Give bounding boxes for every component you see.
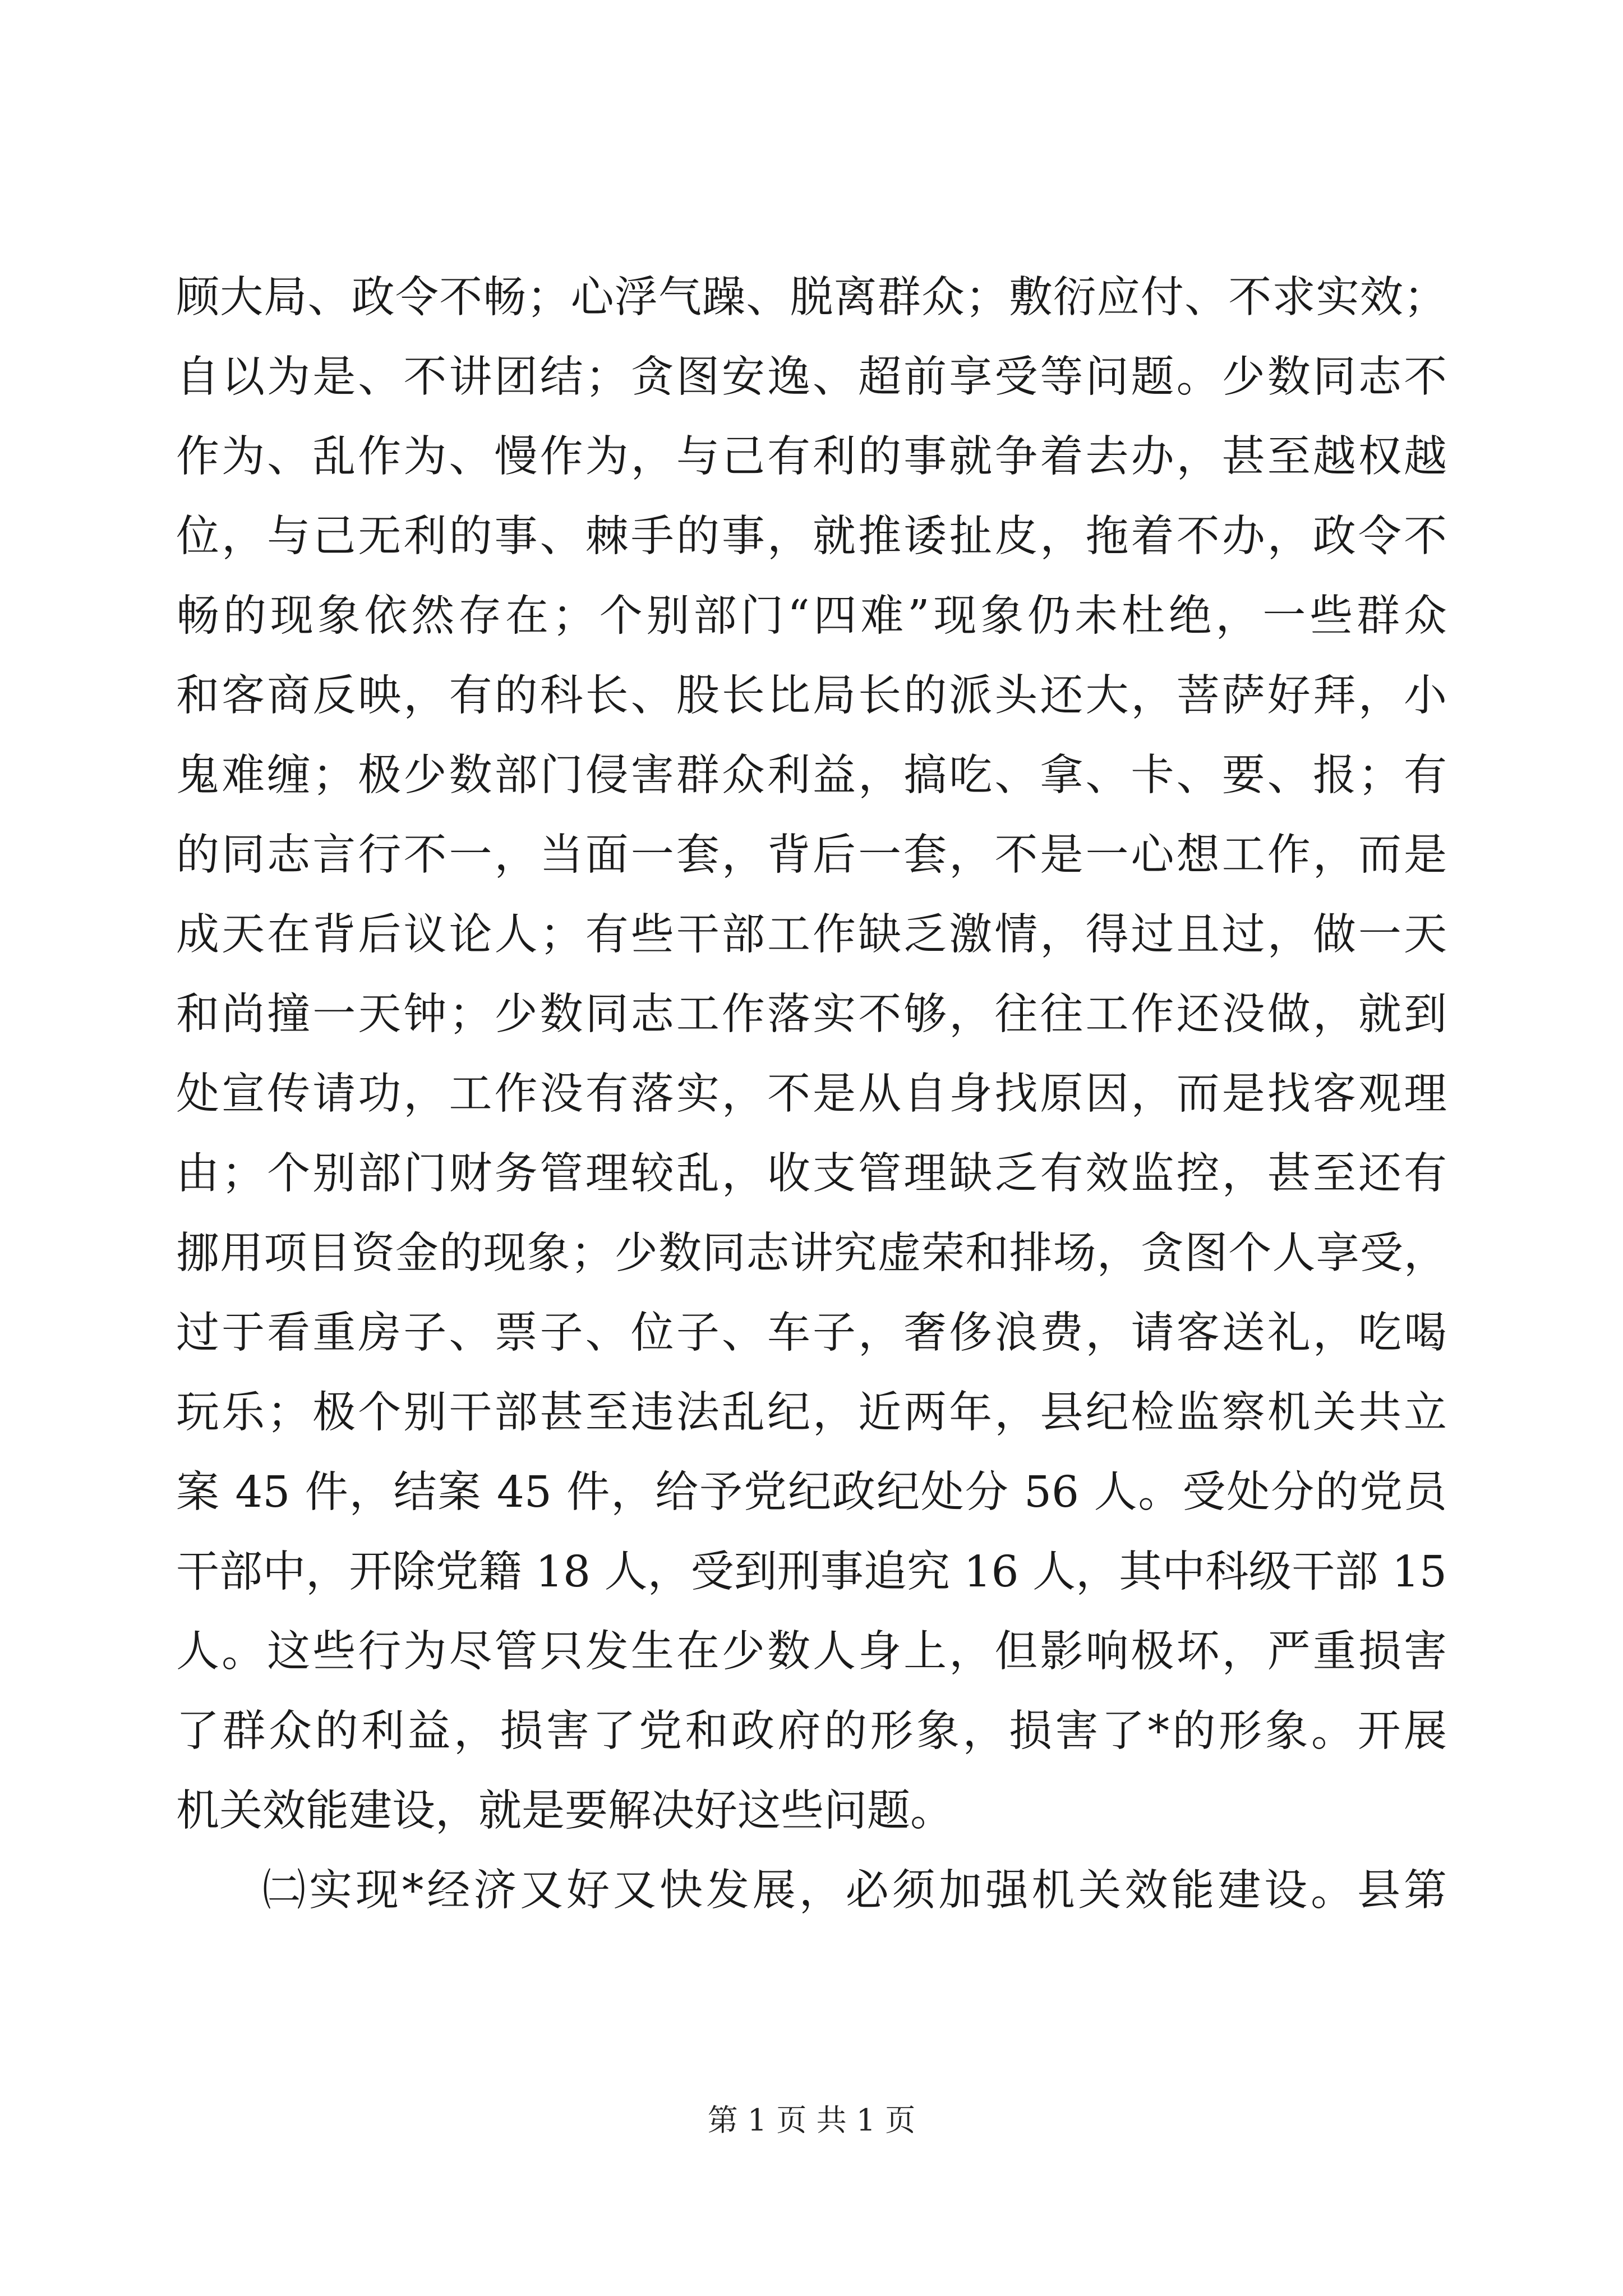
- text-line: 位，与己无利的事、棘手的事，就推诿扯皮，拖着不办，政令不: [176, 512, 1447, 562]
- text-line: 由；个别部门财务管理较乱，收支管理缺乏有效监控，甚至还有: [176, 1149, 1447, 1199]
- text-line: 和客商反映，有的科长、股长比局长的派头还大，菩萨好拜，小: [176, 671, 1447, 721]
- page-footer: [0, 2101, 1623, 2140]
- text-line: 案 45 件，结案 45 件，给予党纪政纪处分 56 人。受处分的党员: [176, 1467, 1447, 1517]
- text-line: 了群众的利益，损害了党和政府的形象，损害了*的形象。开展: [176, 1706, 1447, 1756]
- text-line: 的同志言行不一，当面一套，背后一套，不是一心想工作，而是: [176, 830, 1447, 880]
- page-number-label: 第 1 页 共 1 页: [707, 2102, 916, 2138]
- text-line: 作为、乱作为、慢作为，与己有利的事就争着去办，甚至越权越: [176, 432, 1447, 482]
- text-line: 过于看重房子、票子、位子、车子，奢侈浪费，请客送礼，吃喝: [176, 1308, 1447, 1358]
- text-line: 干部中，开除党籍 18 人，受到刑事追究 16 人，其中科级干部 15: [176, 1547, 1447, 1597]
- paragraph-2: [176, 1851, 1447, 1931]
- text-line: 人。这些行为尽管只发生在少数人身上，但影响极坏，严重损害: [176, 1627, 1447, 1677]
- text-line: ㈡实现*经济又好又快发展，必须加强机关效能建设。县第: [262, 1866, 1447, 1916]
- body-text: [176, 258, 1447, 1931]
- text-line: 挪用项目资金的现象；少数同志讲究虚荣和排场，贪图个人享受，: [176, 1228, 1447, 1278]
- text-line: 玩乐；极个别干部甚至违法乱纪，近两年，县纪检监察机关共立: [176, 1388, 1447, 1438]
- text-line: 和尚撞一天钟；少数同志工作落实不够，往往工作还没做，就到: [176, 990, 1447, 1039]
- text-line: 畅的现象依然存在；个别部门“四难”现象仍未杜绝，一些群众: [176, 591, 1447, 641]
- text-line: 自以为是、不讲团结；贪图安逸、超前享受等问题。少数同志不: [176, 352, 1447, 402]
- text-line: 成天在背后议论人；有些干部工作缺乏激情，得过且过，做一天: [176, 910, 1447, 960]
- text-line: 顾大局、政令不畅；心浮气躁、脱离群众；敷衍应付、不求实效；: [176, 273, 1447, 323]
- text-line: 鬼难缠；极少数部门侵害群众利益，搞吃、拿、卡、要、报；有: [176, 751, 1447, 800]
- paragraph-1: [176, 258, 1447, 1851]
- text-line: 机关效能建设，就是要解决好这些问题。: [176, 1786, 953, 1836]
- text-line: 处宣传请功，工作没有落实，不是从自身找原因，而是找客观理: [176, 1069, 1447, 1119]
